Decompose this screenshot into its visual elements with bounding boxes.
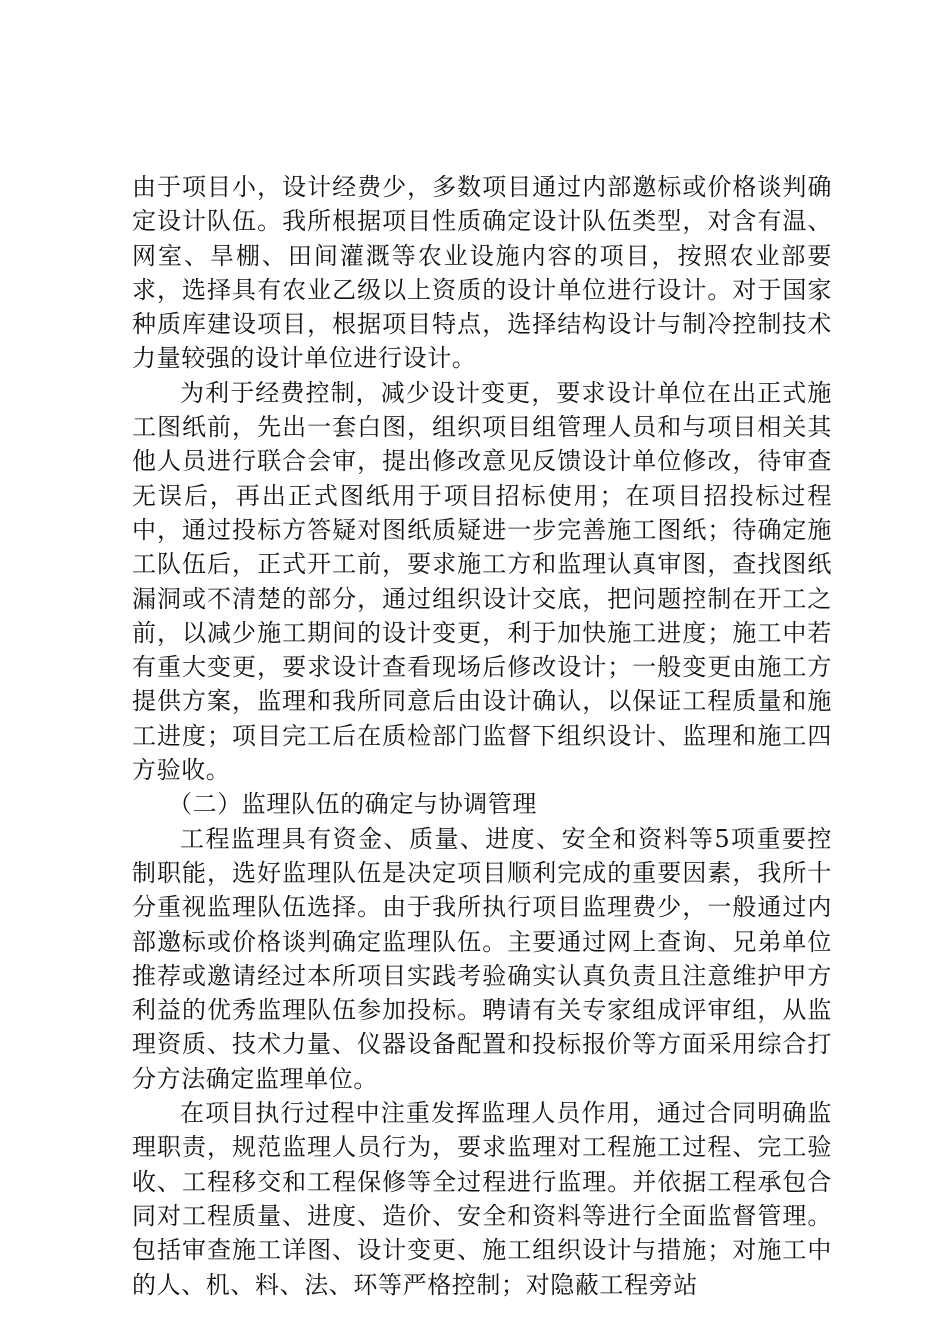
paragraph-design-change-control: 为利于经费控制，减少设计变更，要求设计单位在出正式施工图纸前，先出一套白图，组织项目组管理人员和与项目相关其他人员进行联合会审，提出修改意见反馈设计单位修改，待审查无误后，再出正式图纸用于项目招标使用；在项目招投标过程中，通过投标方答疑对图纸质疑进一步完善施工图纸；待确定施工队伍后，正式开工前，要求施工方和监理认真审图，查找图纸漏洞或不清楚的部分，通过组织设计交底，把问题控制在开工之前，以减少施工期间的设计变更，利于加快施工进度；施工中若有重大变更，要求设计查看现场后修改设计；一般变更由施工方提供方案，监理和我所同意后由设计确认，以保证工程质量和施工进度；项目完工后在质检部门监督下组织设计、监理和施工四方验收。: [132, 378, 832, 785]
paragraph-design-team-selection: 由于项目小，设计经费少，多数项目通过内部邀标或价格谈判确定设计队伍。我所根据项目性质确定设计队伍类型，对含有温、网室、旱棚、田间灌溉等农业设施内容的项目，按照农业部要求，选择具有农业乙级以上资质的设计单位进行设计。对于国家种质库建设项目，根据项目特点，选择结构设计与制冷控制技术力量较强的设计单位进行设计。: [132, 173, 832, 373]
section-heading-supervision: （二）监理队伍的确定与协调管理: [168, 790, 537, 819]
paragraph-supervision-management: 在项目执行过程中注重发挥监理人员作用，通过合同明确监理职责，规范监理人员行为，要求监理对工程施工过程、完工验收、工程移交和工程保修等全过程进行监理。并依据工程承包合同对工程质量、进度、造价、安全和资料等进行全面监督管理。包括审查施工详图、设计变更、施工组织设计与措施；对施工中的人、机、料、法、环等严格控制；对隐蔽工程旁站: [132, 1099, 832, 1299]
paragraph-supervision-selection: 工程监理具有资金、质量、进度、安全和资料等5项重要控制职能，选好监理队伍是决定项目顺利完成的重要因素，我所十分重视监理队伍选择。由于我所执行项目监理费少，一般通过内部邀标或价格谈判确定监理队伍。主要通过网上查询、兄弟单位推荐或邀请经过本所项目实践考验确实认真负责且注意维护甲方利益的优秀监理队伍参加投标。聘请有关专家组成评审组，从监理资质、技术力量、仪器设备配置和投标报价等方面采用综合打分方法确定监理单位。: [132, 824, 832, 1093]
document-body: [132, 170, 832, 1302]
